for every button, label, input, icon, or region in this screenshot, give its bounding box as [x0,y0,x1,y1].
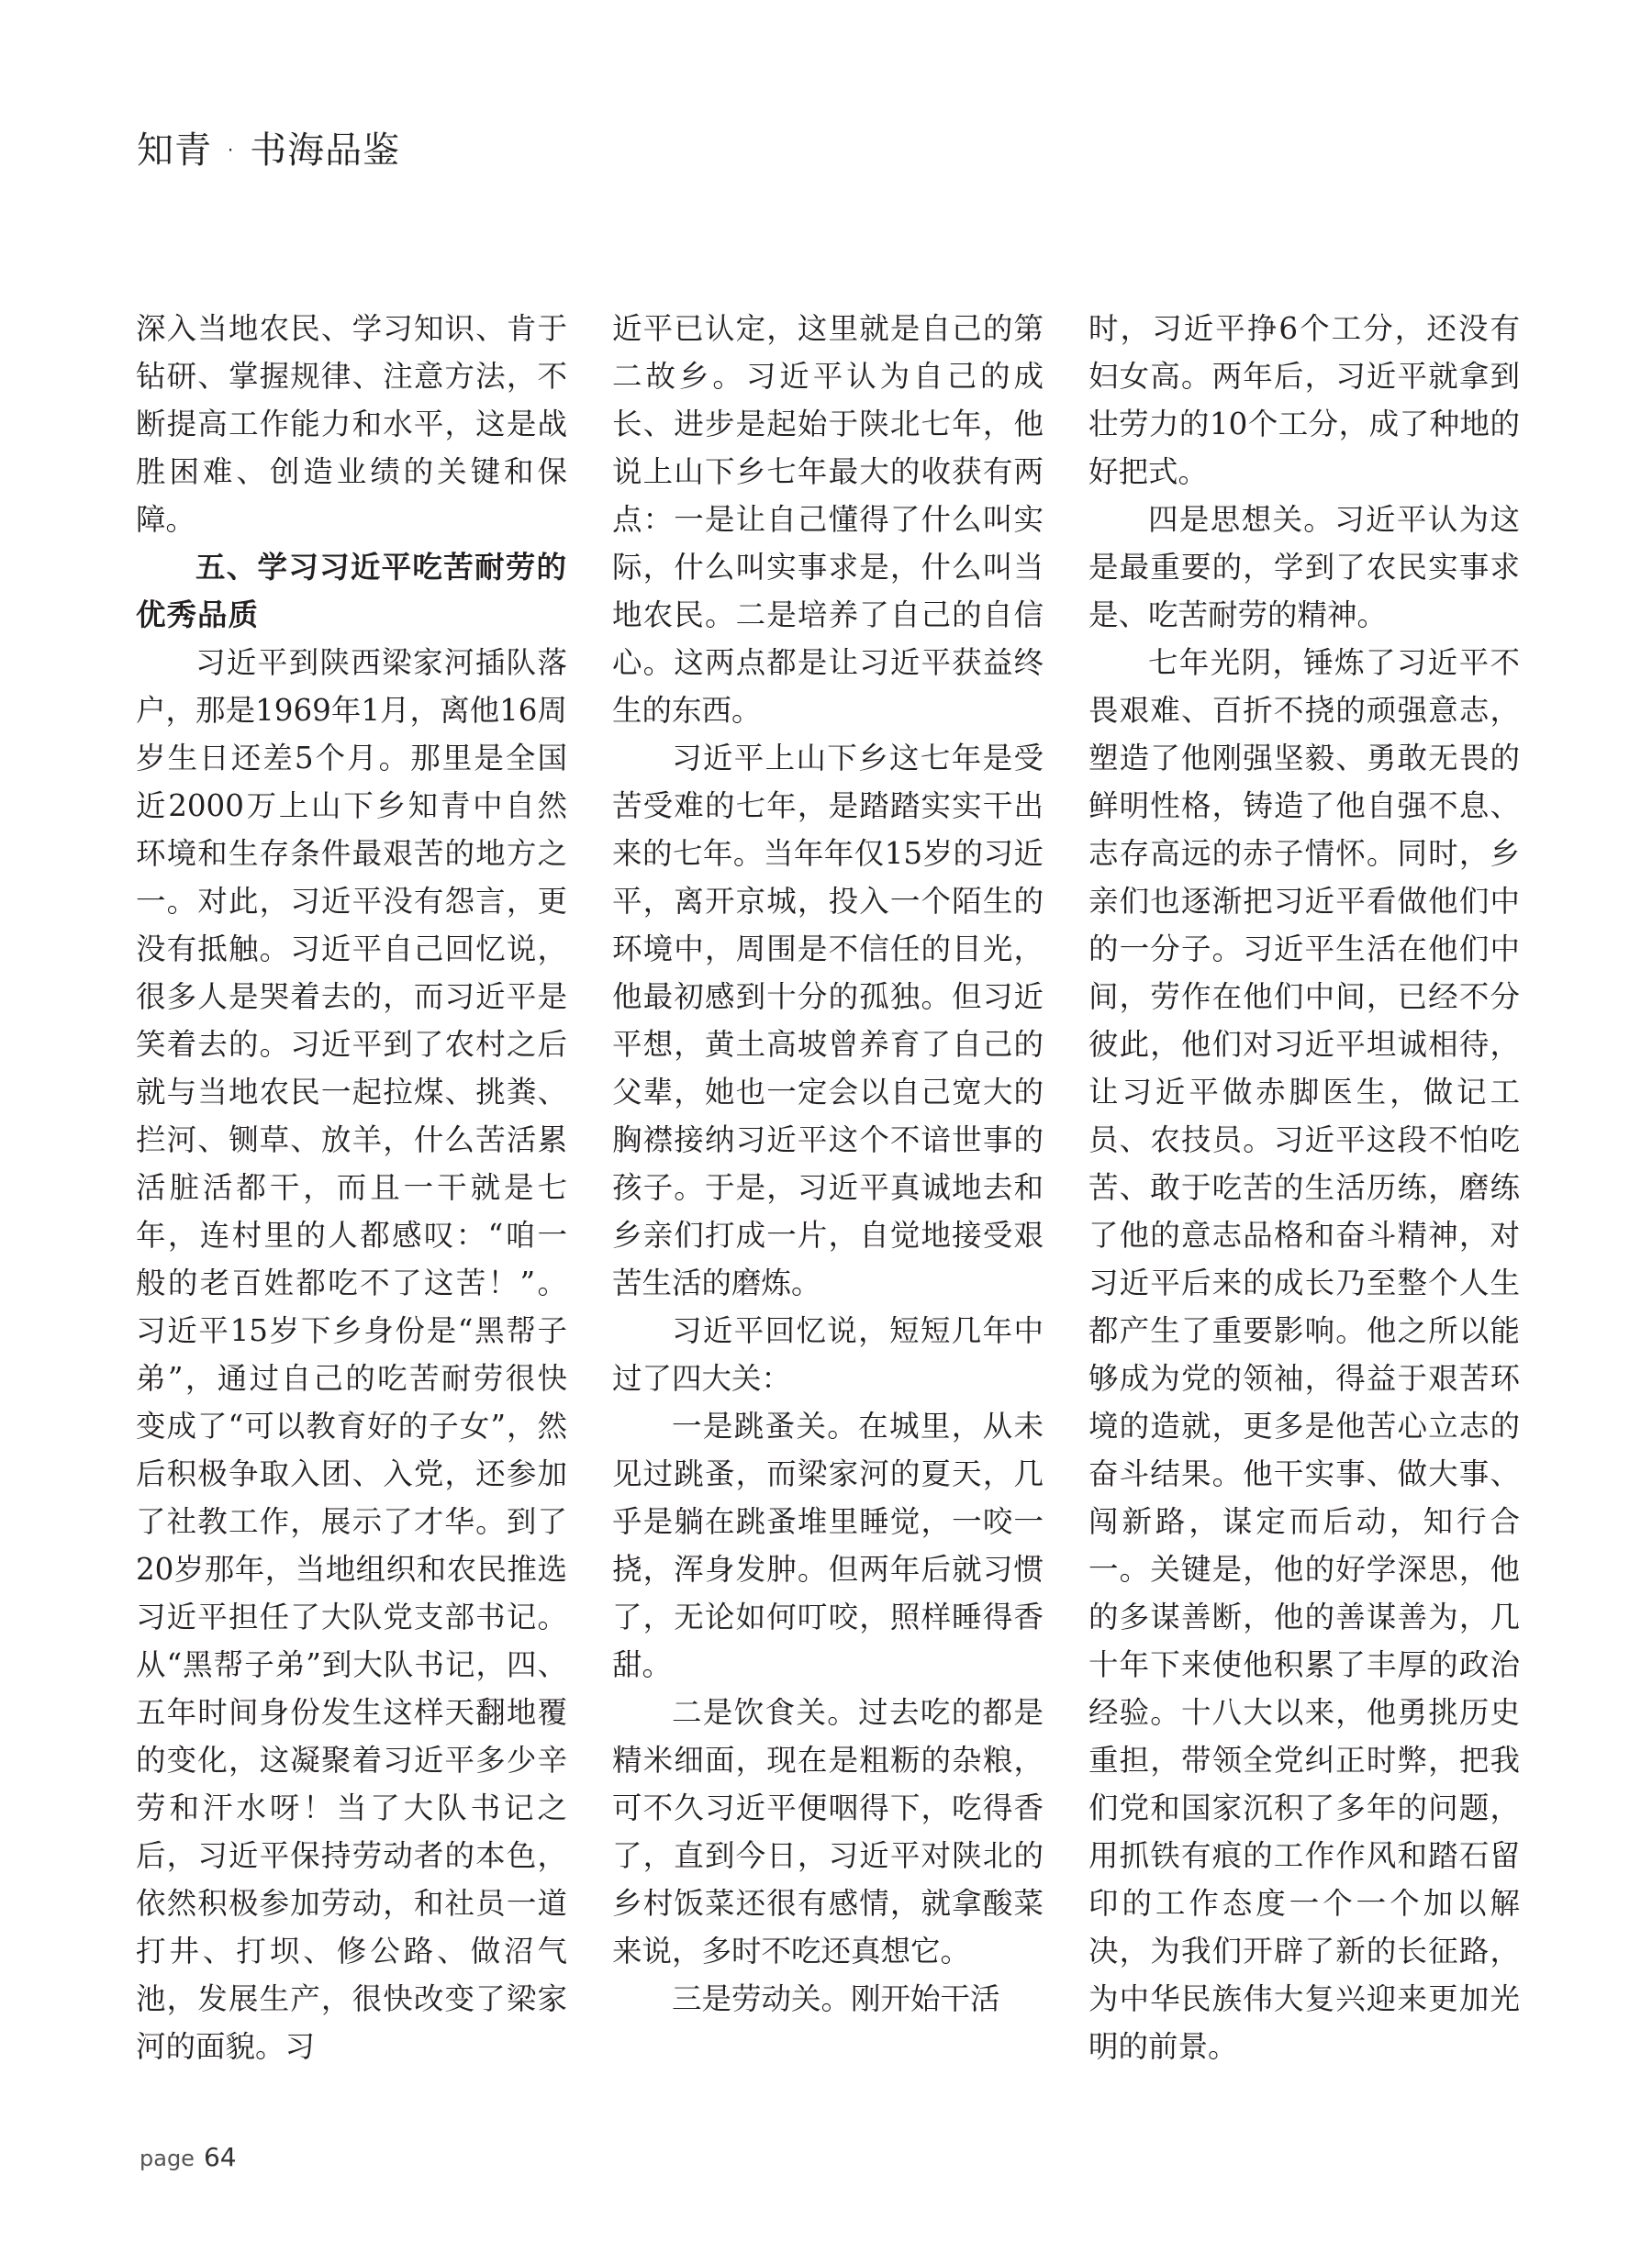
section-heading: 五、学习习近平吃苦耐劳的优秀品质 [136,549,567,632]
page-footer [140,2142,237,2172]
paragraph: 深入当地农民、学习知识、肯于钻研、掌握规律、注意方法，不断提高工作能力和水平，这是战胜困难、创造业绩的关键和保障。 [136,311,567,537]
text-column-2 [612,305,1044,2023]
paragraph: 近平已认定，这里就是自己的第二故乡。习近平认为自己的成长、进步是起始于陕北七年，他说上山下乡七年最大的收获有两点：一是让自己懂得了什么叫实际，什么叫实事求是，什么叫当地农民。二是培养了自己的自信心。这两点都是让习近平获益终生的东西。 [612,311,1044,728]
paragraph: 二是饮食关。过去吃的都是精米细面，现在是粗粝的杂粮，可不久习近平便咽得下，吃得香了，直到今日，习近平对陕北的乡村饭菜还很有感情，就拿酸菜来说，多时不吃还真想它。 [612,1695,1044,1969]
paragraph: 习近平上山下乡这七年是受苦受难的七年，是踏踏实实干出来的七年。当年年仅15岁的习近平，离开京城，投入一个陌生的环境中，周围是不信任的目光，他最初感到十分的孤独。但习近平想，黄土高坡曾养育了自己的父辈，她也一定会以自己宽大的胸襟接纳习近平这个不谙世事的孩子。于是，习近平真诚地去和乡亲们打成一片，自觉地接受艰苦生活的磨炼。 [612,741,1044,1300]
running-head: 知青 · 书海品鉴 [137,129,401,172]
paragraph: 一是跳蚤关。在城里，从未见过跳蚤，而梁家河的夏天，几乎是躺在跳蚤堆里睡觉，一咬一挠，浑身发肿。但两年后就习惯了，无论如何叮咬，照样睡得香甜。 [612,1409,1044,1682]
text-column-3 [1088,305,1520,2070]
text-column-1 [136,305,567,2070]
paragraph: 三是劳动关。刚开始干活 [672,1981,1000,2016]
paragraph: 习近平回忆说，短短几年中过了四大关： [612,1313,1044,1396]
paragraph: 四是思想关。习近平认为这是最重要的，学到了农民实事求是、吃苦耐劳的精神。 [1088,502,1520,632]
paragraph: 时，习近平挣6个工分，还没有妇女高。两年后，习近平就拿到壮劳力的10个工分，成了种地的好把式。 [1088,311,1520,489]
page-label: page [140,2146,195,2171]
paragraph: 七年光阴，锤炼了习近平不畏艰难、百折不挠的顽强意志，塑造了他刚强坚毅、勇敢无畏的鲜明性格，铸造了他自强不息、志存高远的赤子情怀。同时，乡亲们也逐渐把习近平看做他们中的一分子。习近平生活在他们中间，劳作在他们中间，已经不分彼此，他们对习近平坦诚相待，让习近平做赤脚医生，做记工员、农技员。习近平这段不怕吃苦、敢于吃苦的生活历练，磨练了他的意志品格和奋斗精神，对习近平后来的成长乃至整个人生都产生了重要影响。他之所以能够成为党的领袖，得益于艰苦环境的造就，更多是他苦心立志的奋斗结果。他干实事、做大事、闯新路，谋定而后动，知行合一。关键是，他的好学深思，他的多谋善断，他的善谋善为，几十年下来使他积累了丰厚的政治经验。十八大以来，他勇挑历史重担，带领全党纠正时弊，把我们党和国家沉积了多年的问题，用抓铁有痕的工作作风和踏石留印的工作态度一个一个加以解决，为我们开辟了新的长征路，为中华民族伟大复兴迎来更加光明的前景。 [1088,645,1520,2064]
paragraph: 习近平到陕西梁家河插队落户，那是1969年1月，离他16周岁生日还差5个月。那里是全国近2000万上山下乡知青中自然环境和生存条件最艰苦的地方之一。对此，习近平没有怨言，更没有抵触。习近平自己回忆说，很多人是哭着去的，而习近平是笑着去的。习近平到了农村之后就与当地农民一起拉煤、挑粪、拦河、铡草、放羊，什么苦活累活脏活都干，而且一干就是七年，连村里的人都感叹：“咱一般的老百姓都吃不了这苦！”。习近平15岁下乡身份是“黑帮子弟”，通过自己的吃苦耐劳很快变成了“可以教育好的子女”，然后积极争取入团、入党，还参加了社教工作，展示了才华。到了20岁那年，当地组织和农民推选习近平担任了大队党支部书记。从“黑帮子弟”到大队书记，四、五年时间身份发生这样天翻地覆的变化，这凝聚着习近平多少辛劳和汗水呀！当了大队书记之后，习近平保持劳动者的本色，依然积极参加劳动，和社员一道打井、打坝、修公路、做沼气池，发展生产，很快改变了梁家河的面貌。习 [136,645,567,2064]
page-number: 64 [203,2142,237,2172]
